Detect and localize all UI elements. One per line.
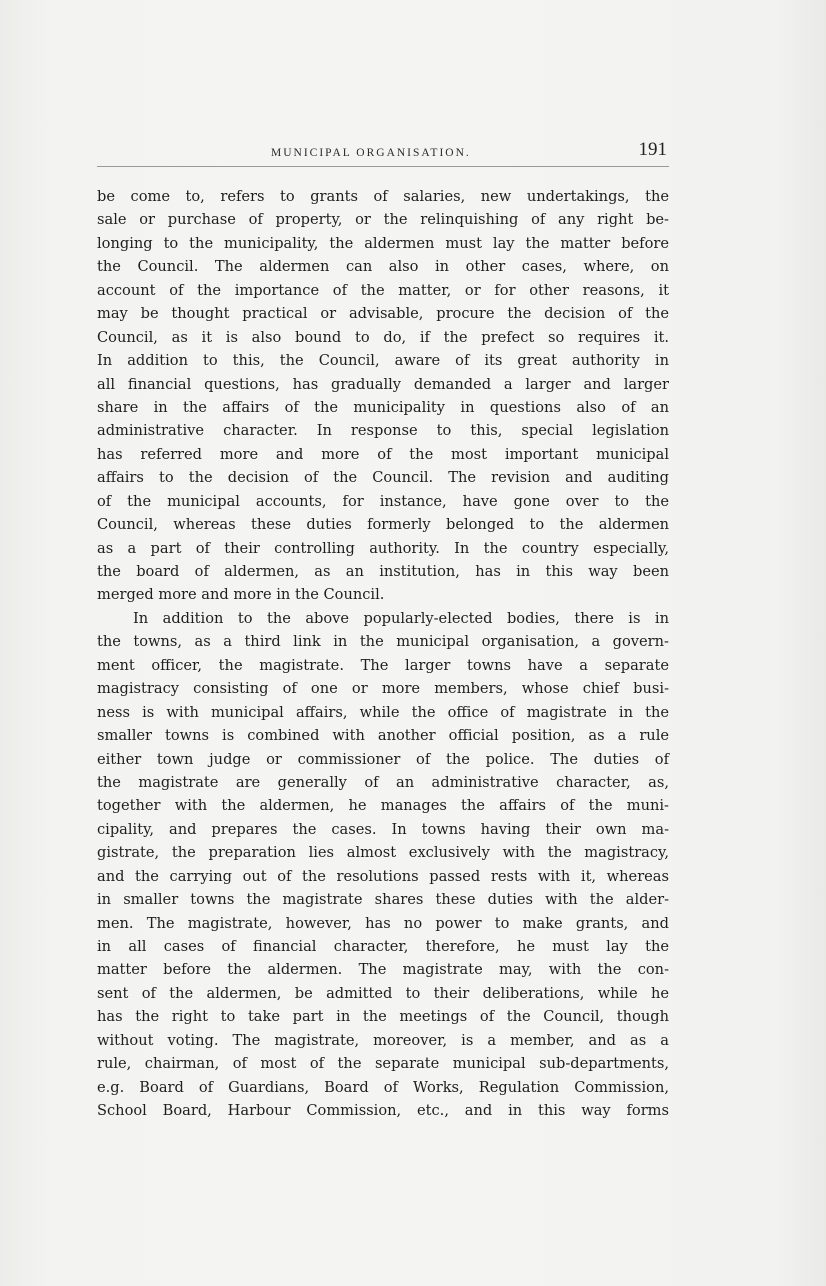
paragraph-end-line: merged more and more in the Council.	[97, 586, 385, 604]
text-line: and the carrying out of the resolutions passed rests with it, whereas	[97, 867, 669, 885]
text-line: gistrate, the preparation lies almost exclusively with the magistracy,	[97, 844, 669, 862]
text-line: ment officer, the magistrate. The larger towns have a separate	[97, 656, 669, 674]
text-line: all financial questions, has gradually demanded a larger and larger	[97, 375, 669, 393]
text-line: longing to the municipality, the aldermen must lay the matter before	[97, 234, 669, 252]
running-head	[97, 138, 669, 167]
text-line: either town judge or commissioner of the police. The duties of	[97, 750, 669, 768]
text-line: ness is with municipal affairs, while the office of magistrate in the	[97, 703, 669, 721]
text-line: the Council. The aldermen can also in other cases, where, on	[97, 258, 669, 276]
text-line: the towns, as a third link in the municipal organisation, a govern-	[97, 633, 669, 651]
text-line: smaller towns is combined with another official position, as a rule	[97, 727, 669, 745]
body-text	[97, 185, 669, 1123]
text-line: without voting. The magistrate, moreover, is a member, and as a	[97, 1031, 669, 1049]
text-line: together with the aldermen, he manages the affairs of the muni-	[97, 797, 669, 815]
text-line: share in the affairs of the municipality in questions also of an	[97, 398, 669, 416]
text-line: in smaller towns the magistrate shares these duties with the alder-	[97, 891, 669, 909]
running-title: MUNICIPAL ORGANISATION.	[271, 147, 471, 159]
text-line: rule, chairman, of most of the separate municipal sub-departments,	[97, 1055, 669, 1073]
paragraph-start-line: In addition to the above popularly-elected bodies, there is in	[133, 609, 669, 627]
text-line: the magistrate are generally of an administrative character, as,	[97, 773, 669, 791]
text-line: has referred more and more of the most important municipal	[97, 445, 669, 463]
text-line: sent of the aldermen, be admitted to their deliberations, while he	[97, 984, 669, 1002]
text-line: magistracy consisting of one or more members, whose chief busi-	[97, 680, 669, 698]
text-line: School Board, Harbour Commission, etc., and in this way forms	[97, 1102, 669, 1120]
text-line: cipality, and prepares the cases. In towns having their own ma-	[97, 820, 669, 838]
text-line: administrative character. In response to this, special legislation	[97, 422, 669, 440]
text-line: Council, whereas these duties formerly belonged to the aldermen	[97, 516, 669, 534]
text-line: may be thought practical or advisable, procure the decision of the	[97, 305, 669, 323]
text-line: be come to, refers to grants of salaries, new undertakings, the	[97, 188, 669, 205]
text-line: as a part of their controlling authority. In the country especially,	[97, 539, 669, 557]
text-line: of the municipal accounts, for instance, have gone over to the	[97, 492, 669, 510]
text-line: the board of aldermen, as an institution, has in this way been	[97, 563, 669, 580]
text-line: sale or purchase of property, or the relinquishing of any right be-	[97, 211, 669, 229]
text-line: in all cases of financial character, therefore, he must lay the	[97, 938, 669, 955]
text-line: e.g. Board of Guardians, Board of Works, Regulation Commission,	[97, 1078, 669, 1096]
page-number: 191	[638, 139, 667, 160]
text-line: has the right to take part in the meetings of the Council, though	[97, 1008, 669, 1026]
text-line: Council, as it is also bound to do, if the prefect so requires it.	[97, 328, 669, 346]
text-line: affairs to the decision of the Council. The revision and auditing	[97, 469, 669, 487]
text-line: account of the importance of the matter, or for other reasons, it	[97, 281, 669, 299]
text-line: men. The magistrate, however, has no power to make grants, and	[97, 914, 669, 932]
text-line: matter before the aldermen. The magistrate may, with the con-	[97, 961, 669, 979]
text-line: In addition to this, the Council, aware of its great authority in	[97, 352, 669, 370]
